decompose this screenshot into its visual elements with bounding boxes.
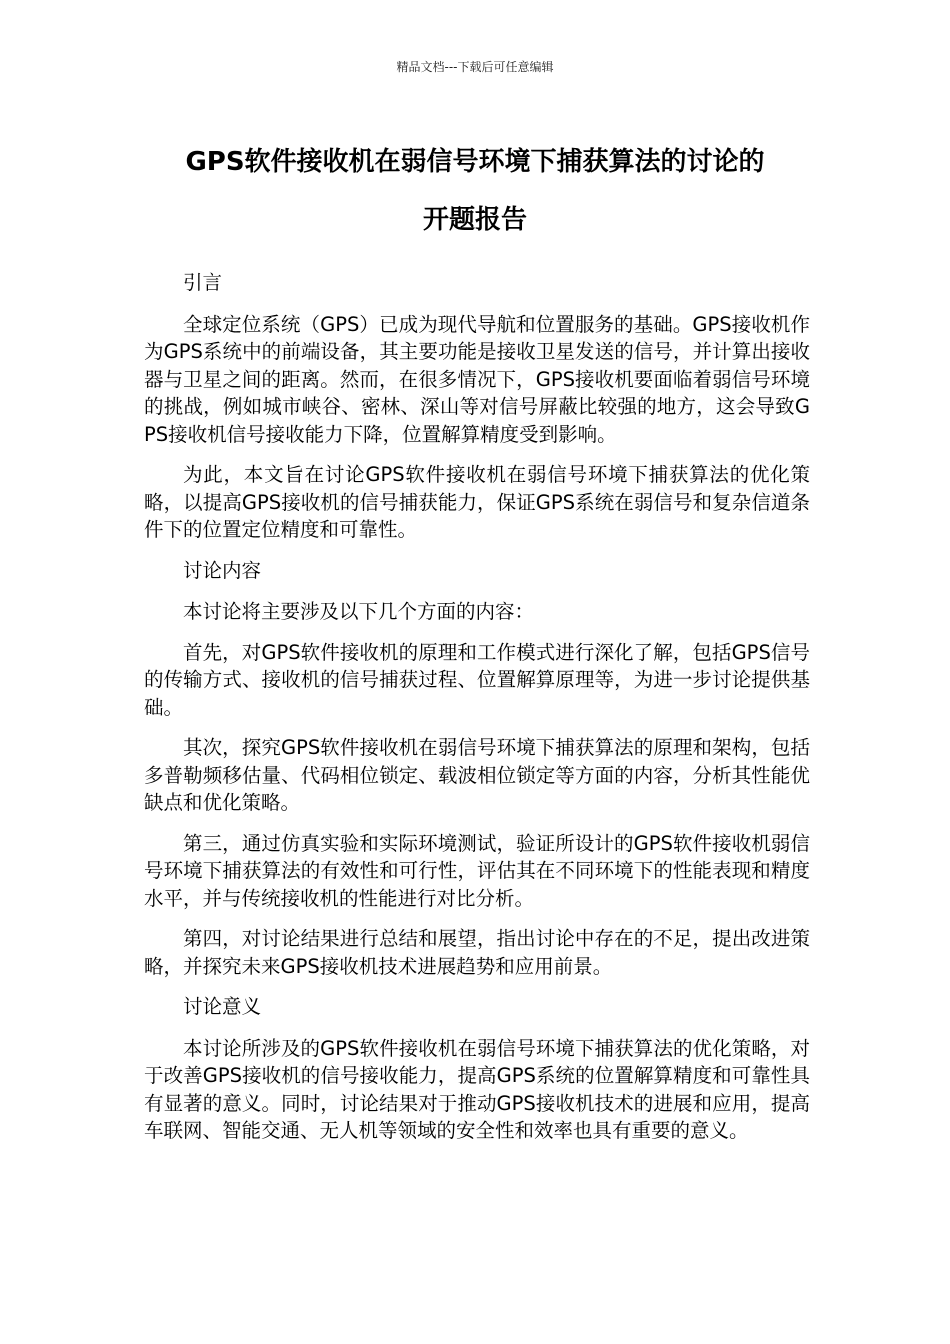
document-title <box>0 133 950 249</box>
document-body <box>144 269 810 1158</box>
title-line-1: GPS软件接收机在弱信号环境下捕获算法的讨论的 <box>185 147 765 177</box>
paragraph-content-first: 首先，对GPS软件接收机的原理和工作模式进行深化了解，包括GPS信号的传输方式、接收机的信号捕获过程、位置解算原理等，为进一步讨论提供基础。 <box>144 640 810 719</box>
page-header-watermark: 精品文档---下载后可任意编辑 <box>396 60 554 74</box>
section-heading-content: 讨论内容 <box>183 558 262 582</box>
paragraph-content-third: 第三，通过仿真实验和实际环境测试，验证所设计的GPS软件接收机弱信号环境下捕获算法的有效性和可行性，评估其在不同环境下的性能表现和精度水平，并与传统接收机的性能进行对比分析。 <box>144 831 810 910</box>
title-line-2: 开题报告 <box>422 205 527 235</box>
paragraph-content-overview: 本讨论将主要涉及以下几个方面的内容： <box>183 600 535 623</box>
paragraph-content-second: 其次，探究GPS软件接收机在弱信号环境下捕获算法的原理和架构，包括多普勒频移估量、代码相位锁定、载波相位锁定等方面的内容，分析其性能优缺点和优化策略。 <box>144 736 810 814</box>
section-heading-meaning: 讨论意义 <box>183 995 262 1018</box>
section-heading-intro: 引言 <box>183 271 223 294</box>
paragraph-meaning: 本讨论所涉及的GPS软件接收机在弱信号环境下捕获算法的优化策略，对于改善GPS接收机的信号接收能力，提高GPS系统的位置解算精度和可靠性具有显著的意义。同时，讨论结果对于推动GPS接收机技术的进展和应用，提高车联网、智能交通、无人机等领域的安全性和效率也具有重要的意义。 <box>144 1036 810 1142</box>
paragraph-content-fourth: 第四，对讨论结果进行总结和展望，指出讨论中存在的不足，提出改进策略，并探究未来GPS接收机技术进展趋势和应用前景。 <box>144 927 810 978</box>
paragraph-intro-2: 为此，本文旨在讨论GPS软件接收机在弱信号环境下捕获算法的优化策略，以提高GPS接收机的信号捕获能力，保证GPS系统在弱信号和复杂信道条件下的位置定位精度和可靠性。 <box>144 463 810 541</box>
paragraph-intro-1: 全球定位系统（GPS）已成为现代导航和位置服务的基础。GPS接收机作为GPS系统中的前端设备，其主要功能是接收卫星发送的信号，并计算出接收器与卫星之间的距离。然而，在很多情况下，GPS接收机要面临着弱信号环境的挑战，例如城市峡谷、密林、深山等对信号屏蔽比较强的地方，这会导致GPS接收机信号接收能力下降，位置解算精度受到影响。 <box>144 312 810 446</box>
